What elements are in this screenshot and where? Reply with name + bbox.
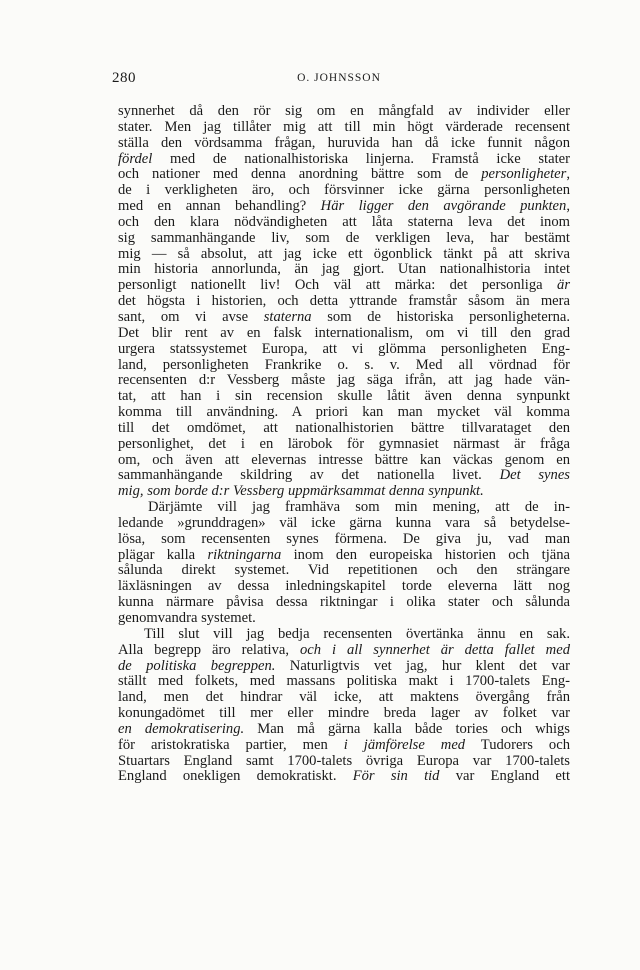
- text-line: det högsta i historien, och detta yttrande framstår såsom än mera: [118, 293, 570, 310]
- text-line: plägar kalla riktningarna inom den europeiska historien och tjäna: [118, 546, 570, 563]
- text-line: Stuartars England samt 1700-talets övriga Europa var 1700-talets: [118, 752, 570, 769]
- text-line: en demokratisering. Man må gärna kalla både tories och whigs: [118, 720, 570, 737]
- text-line: urgera statssystemet Europa, att vi glömma personligheten Eng-: [118, 340, 570, 357]
- text-line: Alla begrepp äro relativa, och i all synnerhet är detta fallet med: [118, 641, 570, 658]
- text-line: personlighet, det i en lärobok för gymnasiet närmast är fråga: [118, 435, 570, 452]
- text-line: lösa, som recensenten synes förmena. De giva ju, vad man: [118, 530, 570, 547]
- text-line: till det omdömet, att nationalhistorien bättre tillvarataget den: [118, 419, 570, 436]
- text-line: sammanhängande skildring av det nationella livet. Det synes: [118, 467, 570, 484]
- text-line: Det blir rent av en falsk internationalism, om vi till den grad: [118, 324, 570, 341]
- text-line: tat, att han i sin recension skulle låtit även denna synpunkt: [118, 388, 570, 405]
- running-head: O. JOHNSSON: [297, 72, 381, 84]
- text-line: personligt nationellt liv! Och väl att märka: det personliga är: [118, 277, 570, 294]
- text-line: ställa den vördsamma frågan, huruvida han då icke funnit någon: [118, 134, 570, 151]
- text-line: mig, som borde d:r Vessberg uppmärksammat denna synpunkt.: [118, 483, 484, 500]
- text-line: för aristokratiska partier, men i jämförelse med Tudorers och: [118, 736, 570, 753]
- text-line: genomvandra systemet.: [118, 610, 256, 626]
- text-line: kunna närmare påvisa dessa riktningar i olika stater och sålunda: [118, 594, 570, 611]
- text-line: mig — så absolut, att jag icke ett ögonblick tänkt på att skriva: [118, 245, 570, 262]
- text-line: England onekligen demokratiskt. För sin tid var England ett: [118, 768, 571, 785]
- text-line: de politiska begreppen. Naturligtvis vet jag, hur klent det var: [118, 657, 570, 674]
- text-line: synnerhet då den rör sig om en mångfald av individer eller: [118, 103, 570, 119]
- text-line: de i verkligheten äro, och försvinner icke gärna personligheten: [118, 182, 570, 199]
- page-header: [112, 70, 566, 90]
- text-line: läxläsningen av dessa inledningskapitel torde eleverna lätt nog: [118, 578, 570, 595]
- text-line: Därjämte vill jag framhäva som min mening, att de in-: [148, 499, 570, 516]
- text-line: stater. Men jag tillåter mig att till min högt värderade recensent: [118, 118, 570, 135]
- text-line: ledande »grunddragen» väl icke gärna kunna vara så betydelse-: [118, 514, 570, 531]
- text-line: sant, om vi avse staterna som de historiska personligheterna.: [118, 308, 570, 325]
- text-line: land, personligheten Frankrike o. s. v. Med all vördnad för: [118, 356, 570, 373]
- text-line: sig sammanhängande liv, som de verkligen leva, har bestämt: [118, 229, 570, 246]
- text-line: ställt med folkets, med massans politiska makt i 1700-talets Eng-: [118, 673, 570, 690]
- text-line: sålunda direkt systemet. Vid repetitionen och den strängare: [118, 562, 570, 579]
- body-text: [118, 104, 570, 785]
- text-line: och den klara nödvändigheten att låta staterna leva det inom: [118, 213, 570, 230]
- text-line: land, men det hindrar väl icke, att maktens övergång från: [118, 689, 570, 706]
- text-line: recensenten d:r Vessberg måste jag säga ifrån, att jag hade vän-: [118, 372, 570, 389]
- text-line: min historia annorlunda, än jag gjort. Utan nationalhistoria intet: [118, 261, 570, 278]
- text-line: fördel med de nationalhistoriska linjerna. Framstå icke stater: [118, 150, 570, 167]
- text-line: komma till användning. A priori kan man mycket väl komma: [118, 404, 570, 421]
- page-number: 280: [112, 70, 136, 86]
- text-line: Till slut vill jag bedja recensenten övertänka ännu en sak.: [144, 625, 570, 642]
- text-line: om, och även att elevernas intresse bättre kan väckas genom en: [118, 451, 570, 468]
- text-line: med en annan behandling? Här ligger den avgörande punkten,: [118, 198, 570, 215]
- text-line: och nationer med denna anordning bättre som de personligheter,: [118, 166, 570, 183]
- text-line: konungadömet till mer eller mindre breda lager av folket var: [118, 705, 570, 722]
